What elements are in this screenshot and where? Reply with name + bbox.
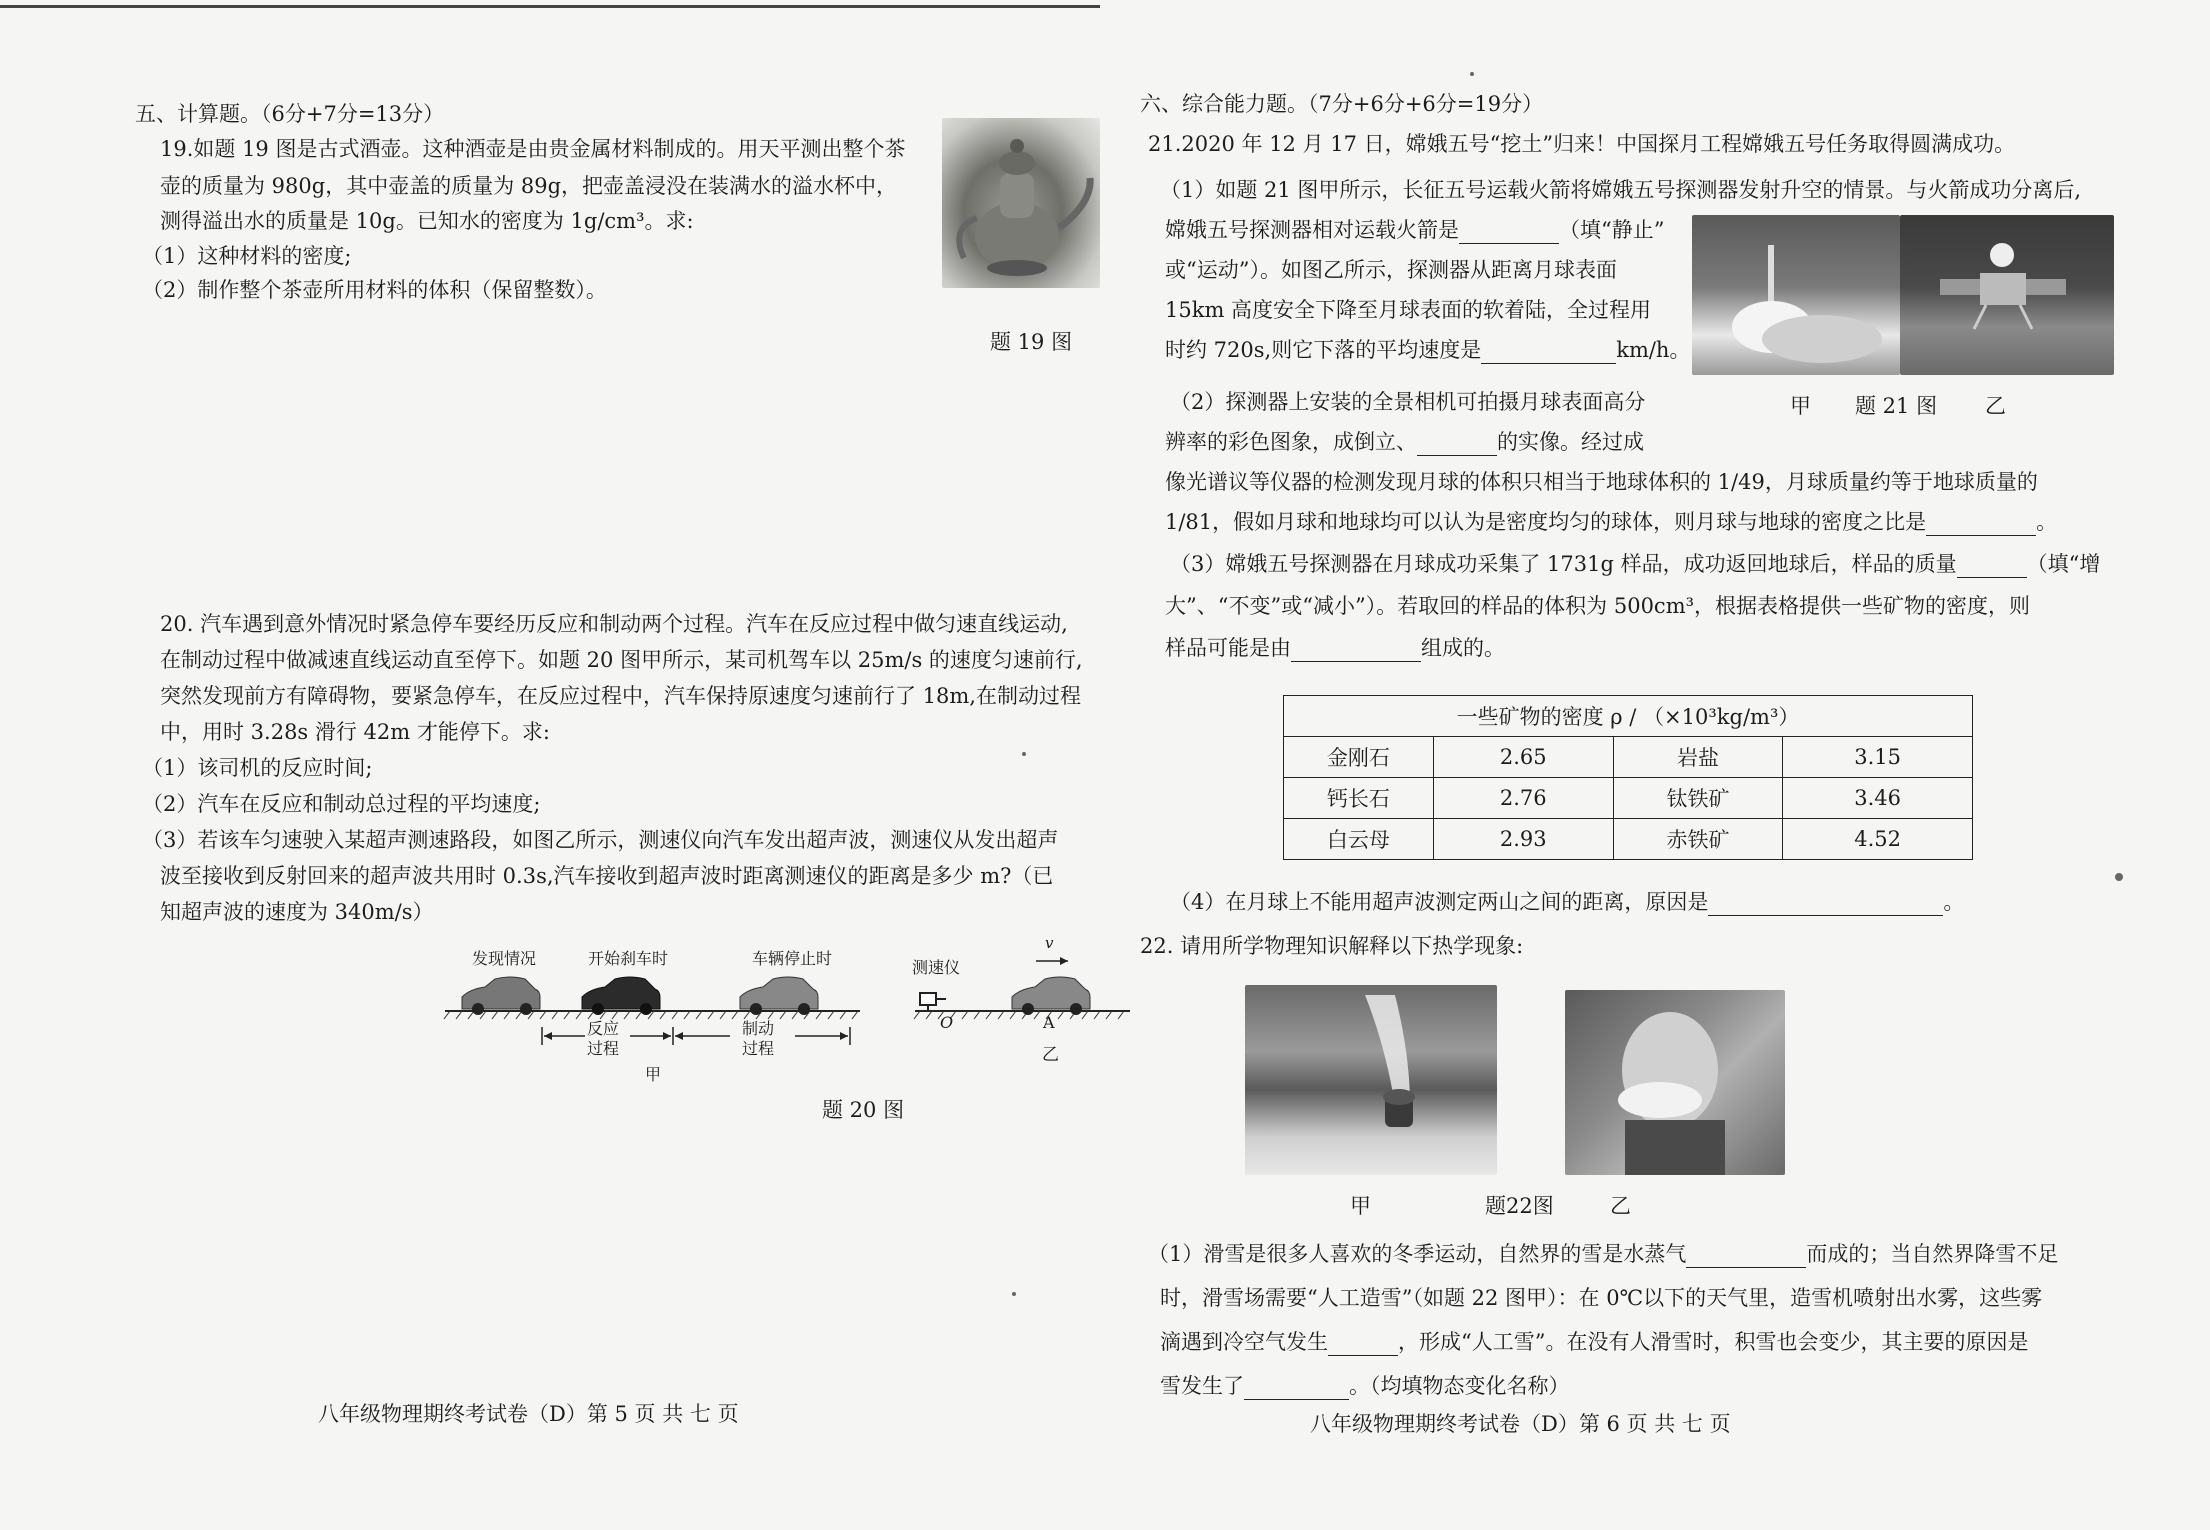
scan-speck (1022, 752, 1026, 756)
scan-speck (1012, 1292, 1016, 1296)
q20-sub-3-cont2: 知超声波的速度为 340m/s） (160, 900, 434, 924)
q21-p2-line4-text: 1/81，假如月球和地球均可以认为是密度均匀的球体，则月球与地球的密度之比是 (1165, 510, 1927, 534)
q21-p4 (1170, 888, 1964, 916)
q22-line2: 时，滑雪场需要“人工造雪”（如题 22 图甲）：在 0℃以下的天气里，造雪机喷射出水雾，这些雾 (1160, 1286, 2043, 1310)
table-header-row (1284, 696, 1973, 737)
q20-sub-1: （1）该司机的反应时间; (142, 756, 373, 780)
q21-p3-line1-text: （3）嫦娥五号探测器在月球成功采集了 1731g 样品，成功返回地球后，样品的质量 (1170, 552, 1957, 576)
table-cell: 2.76 (1433, 778, 1613, 819)
q22-title: 22. 请用所学物理知识解释以下热学现象: (1140, 934, 1524, 958)
fig21-caption: 题 21 图 (1855, 394, 1938, 418)
q22-line1 (1148, 1240, 2058, 1268)
q22-line4-text: 雪发生了 (1160, 1374, 1244, 1398)
q21-p2-line1: （2）探测器上安装的全景相机可拍摄月球表面高分 (1170, 390, 1646, 414)
label-O: O (940, 1013, 954, 1032)
q21-p1-line1: （1）如题 21 图甲所示，长征五号运载火箭将嫦娥五号探测器发射升空的情景。与火箭成功分离后, (1160, 178, 2082, 202)
q21-p2-line4-end: 。 (2036, 510, 2058, 534)
label-fig20-jia: 甲 (645, 1065, 662, 1084)
scan-top-border (0, 5, 1100, 8)
blank-sample-mass[interactable] (1957, 555, 2027, 578)
q22-line3-text: 滴遇到冷空气发生 (1160, 1330, 1328, 1354)
table-row (1284, 737, 1973, 778)
blank-image-size[interactable] (1417, 433, 1497, 456)
table-header: 一些矿物的密度 ρ / （×10³kg/m³） (1284, 696, 1973, 737)
q20-sub-3: （3）若该车匀速驶入某超声测速路段，如图乙所示，测速仪向汽车发出超声波，测速仪从发出超声 (142, 828, 1059, 852)
q22-line3-text-2: ，形成“人工雪”。在没有人滑雪时，积雪也会变少，其主要的原因是 (1398, 1330, 2029, 1354)
snow-machine-photo (1245, 985, 1497, 1175)
q21-p2-line2 (1165, 428, 1644, 456)
q21-p1-line5-text: 时约 720s,则它下落的平均速度是 (1165, 338, 1482, 362)
q19-line-2: 壶的质量为 980g，其中壶盖的质量为 89g，把壶盖浸没在装满水的溢水杯中， (160, 174, 898, 198)
label-start-braking: 开始刹车时 (588, 949, 669, 968)
table-row (1284, 819, 1973, 860)
q20-line-2: 在制动过程中做减速直线运动直至停下。如题 20 图甲所示，某司机驾车以 25m/s 的速度匀速前行, (160, 648, 1083, 672)
blank-density-ratio[interactable] (1926, 513, 2036, 536)
label-reaction: 反应 (587, 1019, 620, 1038)
label-speed-meter: 测速仪 (912, 958, 961, 977)
q21-p2-line3: 像光谱议等仪器的检测发现月球的体积只相当于地球体积的 1/49，月球质量约等于地球质量的 (1165, 470, 2038, 494)
label-v: v (1045, 934, 1054, 952)
q21-p3-line3-end: 组成的。 (1421, 636, 1505, 660)
fig21-label-yi: 乙 (1985, 394, 2006, 418)
table-cell: 白云母 (1284, 819, 1434, 860)
q22-line1-text: （1）滑雪是很多人喜欢的冬季运动，自然界的雪是水蒸气 (1148, 1242, 1687, 1266)
q22-line1-text-2: 而成的；当自然界降雪不足 (1806, 1242, 2059, 1266)
q19-sub-1: （1）这种材料的密度; (142, 244, 352, 268)
child-eating-snow-photo (1565, 990, 1785, 1175)
q21-p4-end: 。 (1943, 890, 1965, 914)
rocket-launch-photo (1692, 215, 1900, 375)
q21-p3-line3-text: 样品可能是由 (1165, 636, 1291, 660)
q21-p1-line3: 或“运动”）。如图乙所示，探测器从距离月球表面 (1165, 258, 1617, 282)
table-cell: 2.93 (1433, 819, 1613, 860)
speed-meter (920, 993, 946, 1011)
label-car-stopped: 车辆停止时 (752, 949, 833, 968)
q21-p2-line2-text: 辨率的彩色图象，成倒立、 (1165, 430, 1417, 454)
car-yi (1012, 977, 1090, 1015)
q20-line-1: 20. 汽车遇到意外情况时紧急停车要经历反应和制动两个过程。汽车在反应过程中做匀速直线运动, (160, 612, 1068, 636)
table-row (1284, 778, 1973, 819)
q21-p1-line5 (1165, 336, 1690, 364)
table-cell: 4.52 (1783, 819, 1973, 860)
q21-p1-line2 (1165, 216, 1664, 244)
scan-speck (2115, 873, 2123, 881)
q21-p1-line2-hint: （填“静止” (1559, 218, 1665, 242)
blank-artificial-snow[interactable] (1328, 1333, 1398, 1356)
q22-line4-text-2: 。（均填物态变化名称） (1349, 1374, 1570, 1398)
fig22-label-jia: 甲 (1350, 1194, 1371, 1218)
q20-line-3: 突然发现前方有障碍物，要紧急停车，在反应过程中，汽车保持原速度匀速前行了 18m,在制动过程 (160, 684, 1081, 708)
car-2 (582, 977, 660, 1015)
q21-p1-line4: 15km 高度安全下降至月球表面的软着陆，全过程用 (1165, 298, 1652, 322)
q19-line-1: 19.如题 19 图是古式酒壶。这种酒壶是由贵金属材料制成的。用天平测出整个茶 (160, 137, 906, 161)
q20-line-4: 中，用时 3.28s 滑行 42m 才能停下。求: (160, 720, 550, 744)
table-cell: 岩盐 (1613, 737, 1783, 778)
car-3 (740, 977, 818, 1015)
q20-sub-2: （2）汽车在反应和制动总过程的平均速度; (142, 792, 541, 816)
q21-title: 21.2020 年 12 月 17 日，嫦娥五号“挖土”归来！中国探月工程嫦娥五号任务取得圆满成功。 (1148, 132, 2016, 156)
q21-p2-line2-text-2: 的实像。经过成 (1497, 430, 1644, 454)
blank-ultrasound-reason[interactable] (1708, 893, 1943, 916)
q22-line3 (1160, 1328, 2028, 1356)
label-braking-2: 过程 (742, 1039, 775, 1058)
table-cell: 钙长石 (1284, 778, 1434, 819)
fig20-caption: 题 20 图 (822, 1098, 905, 1122)
fig21-label-jia: 甲 (1790, 394, 1811, 418)
q21-p3-line3 (1165, 634, 1505, 662)
blank-relative-motion[interactable] (1459, 221, 1559, 244)
left-page-footer: 八年级物理期终考试卷（D）第 5 页 共 七 页 (318, 1402, 739, 1426)
label-fig20-yi: 乙 (1042, 1045, 1059, 1065)
table-cell: 赤铁矿 (1613, 819, 1783, 860)
q21-p4-text: （4）在月球上不能用超声波测定两山之间的距离，原因是 (1170, 890, 1709, 914)
table-cell: 3.46 (1783, 778, 1973, 819)
car-1 (462, 977, 540, 1015)
blank-snow-decrease[interactable] (1244, 1377, 1349, 1400)
label-find-situation: 发现情况 (472, 949, 537, 968)
blank-sample-mineral[interactable] (1291, 639, 1421, 662)
q20-sub-3-cont: 波至接收到反射回来的超声波共用时 0.3s,汽车接收到超声波时距离测速仪的距离是多少 m?（已 (160, 864, 1054, 888)
fig22-caption: 题22图 (1485, 1194, 1554, 1218)
q21-p3-line2: 大”、“不变”或“减小”）。若取回的样品的体积为 500cm³，根据表格提供一些矿物的密度，则 (1165, 594, 2031, 618)
q21-p1-line2-text: 嫦娥五号探测器相对运载火箭是 (1165, 218, 1459, 242)
q21-p1-line5-unit: km/h。 (1616, 338, 1691, 362)
section-6-heading: 六、综合能力题。（7分+6分+6分=19分） (1140, 92, 1544, 116)
table-cell: 钛铁矿 (1613, 778, 1783, 819)
fig22-label-yi: 乙 (1610, 1194, 1631, 1218)
q19-line-3: 测得溢出水的质量是 10g。已知水的密度为 1g/cm³。求: (160, 209, 694, 233)
label-braking: 制动 (742, 1019, 775, 1038)
table-cell: 金刚石 (1284, 737, 1434, 778)
q19-sub-2: （2）制作整个茶壶所用材料的体积（保留整数）。 (142, 278, 607, 302)
right-page-footer: 八年级物理期终考试卷（D）第 6 页 共 七 页 (1310, 1412, 1731, 1436)
label-reaction-2: 过程 (587, 1039, 620, 1058)
blank-snow-formation[interactable] (1686, 1245, 1806, 1268)
q21-p2-line4 (1165, 508, 2057, 536)
q22-line4 (1160, 1372, 1570, 1400)
blank-average-speed[interactable] (1481, 341, 1616, 364)
q21-p3-line1-hint: （填“增 (2026, 552, 2101, 576)
section-5-heading: 五、计算题。（6分+7分=13分） (135, 102, 445, 126)
table-cell: 2.65 (1433, 737, 1613, 778)
mineral-density-table (1283, 695, 1973, 860)
fig19-caption: 题 19 图 (990, 330, 1073, 354)
teapot-photo (942, 118, 1100, 288)
label-A: A (1043, 1013, 1055, 1032)
scan-speck (1470, 72, 1474, 76)
lander-on-moon-photo (1900, 215, 2114, 375)
table-cell: 3.15 (1783, 737, 1973, 778)
q21-p3-line1 (1170, 550, 2100, 578)
